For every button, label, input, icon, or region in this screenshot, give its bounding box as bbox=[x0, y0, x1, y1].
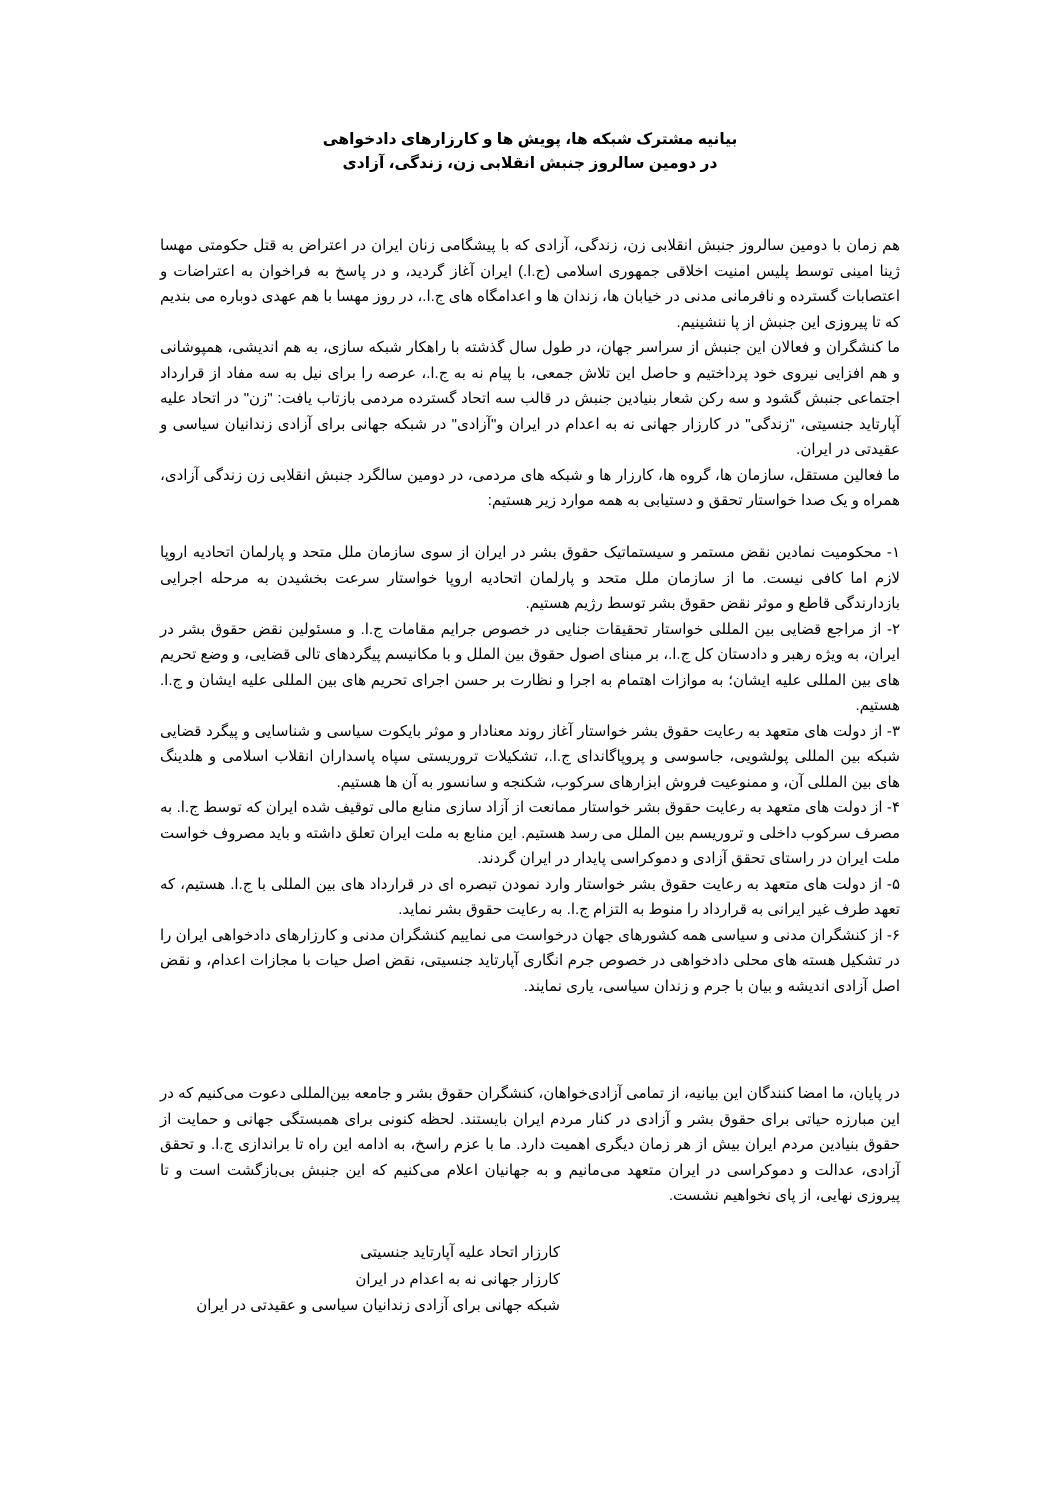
demand-item: ۴- از دولت های متعهد به رعایت حقوق بشر خواستار ممانعت از آزاد سازی منابع مالی توقیف شده ایران که توسط ج.ا. به مصرف سرکوب داخلی و تروریسم بین الملل می رسد هستیم. این منابع به ملت ایران تعلق داشته و باید مصروف خواست ملت ایران در راستای تحقق آزادی و دموکراسی پایدار در ایران گردند. bbox=[160, 799, 900, 867]
demands-list bbox=[160, 540, 900, 999]
statement-title bbox=[160, 128, 900, 176]
signatories bbox=[160, 1240, 560, 1320]
signatory: کارزار جهانی نه به اعدام در ایران bbox=[355, 1270, 560, 1288]
demand-item: ۵- از دولت های متعهد به رعایت حقوق بشر خواستار وارد نمودن تبصره ای در قرارداد های بین المللی با ج.ا. هستیم، که تعهد طرف غیر ایرانی به قرارداد را منوط به التزام ج.ا. به رعایت حقوق بشر نماید. bbox=[160, 875, 900, 918]
title-line-1: بیانیه مشترک شبکه ها، پویش ها و کارزارهای دادخواهی bbox=[322, 131, 738, 148]
signatory: شبکه جهانی برای آزادی زندانیان سیاسی و عقیدتی در ایران bbox=[196, 1297, 560, 1314]
intro-paragraph: ما فعالین مستقل، سازمان ها، گروه ها، کارزار ها و شبکه های مردمی، در دومین سالگرد جنبش انقلابی زن زندگی آزادی، همراه و یک صدا خواستار تحقق و دستیابی به همه موارد زیر هستیم: bbox=[160, 466, 900, 509]
closing-text: در پایان، ما امضا کنندگان این بیانیه، از تمامی آزادی‌خواهان، کنشگران حقوق بشر و جامعه بین‌المللی دعوت می‌کنیم که در این مبارزه حیاتی برای حقوق بشر و آزادی در کنار مردم ایران بایستند. لحظه کنونی برای همبستگی جهانی و حمایت از حقوق بنیادین مردم ایران بیش از هر زمان دیگری اهمیت دارد. ما با عزم راسخ، به ادامه این راه تا براندازی ج.ا. و تحقق آزادی، عدالت و دموکراسی در ایران متعهد می‌مانیم و به جهانیان اعلام می‌کنیم که این جنبش بی‌بازگشت است و تا پیروزی نهایی، از پای نخواهیم نشست. bbox=[160, 1085, 900, 1204]
intro-paragraph: هم زمان با دومین سالروز جنبش انقلابی زن، زندگی، آزادی که با پیشگامی زنان ایران در اعتراض به قتل حکومتی مهسا ژینا امینی توسط پلیس امنیت اخلاقی جمهوری اسلامی (ج.ا.) ایران آغاز گردید، و در پاسخ به فراخوان به اعتراضات و اعتصابات گسترده و نافرمانی مدنی در خیابان ها، زندان ها و اعدامگاه های ج.ا.، در روز مهسا با هم عهدی دوباره می بندیم که تا پیروزی این جنبش از پا ننشینیم. bbox=[160, 237, 900, 331]
signatory: کارزار اتحاد علیه آپارتاید جنسیتی bbox=[360, 1244, 560, 1261]
intro-section bbox=[160, 233, 900, 514]
demand-item: ۱- محکومیت نمادین نقض مستمر و سیستماتیک حقوق بشر در ایران از سوی سازمان ملل متحد و پارلمان اتحادیه اروپا لازم اما کافی نیست. ما از سازمان ملل متحد و پارلمان اتحادیه اروپا خواستار سرعت بخشیدن به مرحله اجرایی بازدارندگی قاطع و موثر نقض حقوق بشر توسط رژیم هستیم. bbox=[160, 544, 900, 612]
demand-item: ۲- از مراجع قضایی بین المللی خواستار تحقیقات جنایی در خصوص جرایم مقامات ج.ا. و مسئولین نقض حقوق بشر در ایران، به ویژه رهبر و دادستان کل ج.ا.، بر مبنای اصول حقوق بین الملل و با مکانیسم پیگردهای تالی قضایی، و وضع تحریم های بین المللی علیه ایشان؛ به موازات اهتمام به اجرا و نظارت بر حسن اجرای تحریم های بین المللی علیه ایشان و ج.ا. هستیم. bbox=[160, 620, 900, 714]
demand-item: ۳- از دولت های متعهد به رعایت حقوق بشر خواستار آغاز روند معنادار و موثر بایکوت سیاسی و شناسایی و پیگرد قضایی شبکه بین المللی پولشویی، جاسوسی و پروپاگاندای ج.ا.، تشکیلات تروریستی سپاه پاسداران انقلاب اسلامی و هلدینگ های بین المللی آن، و ممنوعیت فروش ابزارهای سرکوب، شکنجه و سانسور به آن ها هستیم. bbox=[160, 722, 900, 791]
intro-paragraph: ما کنشگران و فعالان این جنبش از سراسر جهان، در طول سال گذشته با راهکار شبکه سازی، به هم اندیشی، همپوشانی و هم افزایی نیروی خود پرداختیم و حاصل این تلاش جمعی، با پیام نه به ج.ا.، عرصه را برای نیل به سه مفاد از قرارداد اجتماعی جنبش گشود و سه رکن شعار بنیادین جنبش در قالب سه اتحاد گسترده مردمی بازتاب یافت: "زن" در اتحاد علیه آپارتاید جنسیتی، "زندگی" در کارزار جهانی نه به اعدام در ایران و"آزادی" در شبکه جهانی برای آزادی زندانیان سیاسی و عقیدتی در ایران. bbox=[160, 339, 900, 458]
title-line-2: در دومین سالروز جنبش انقلابی زن، زندگی، آزادی bbox=[342, 155, 718, 172]
closing-paragraph bbox=[160, 1081, 900, 1209]
demand-item: ۶- از کنشگران مدنی و سیاسی همه کشورهای جهان درخواست می نماییم کنشگران مدنی و کارزارهای دادخواهی ایران را در تشکیل هسته های محلی دادخواهی در خصوص جرم انگاری آپارتاید جنسیتی، نقض اصل حیات با مجازات اعدام، و نقض اصل آزادی اندیشه و بیان با جرم و زندان سیاسی، یاری نمایند. bbox=[160, 926, 900, 995]
